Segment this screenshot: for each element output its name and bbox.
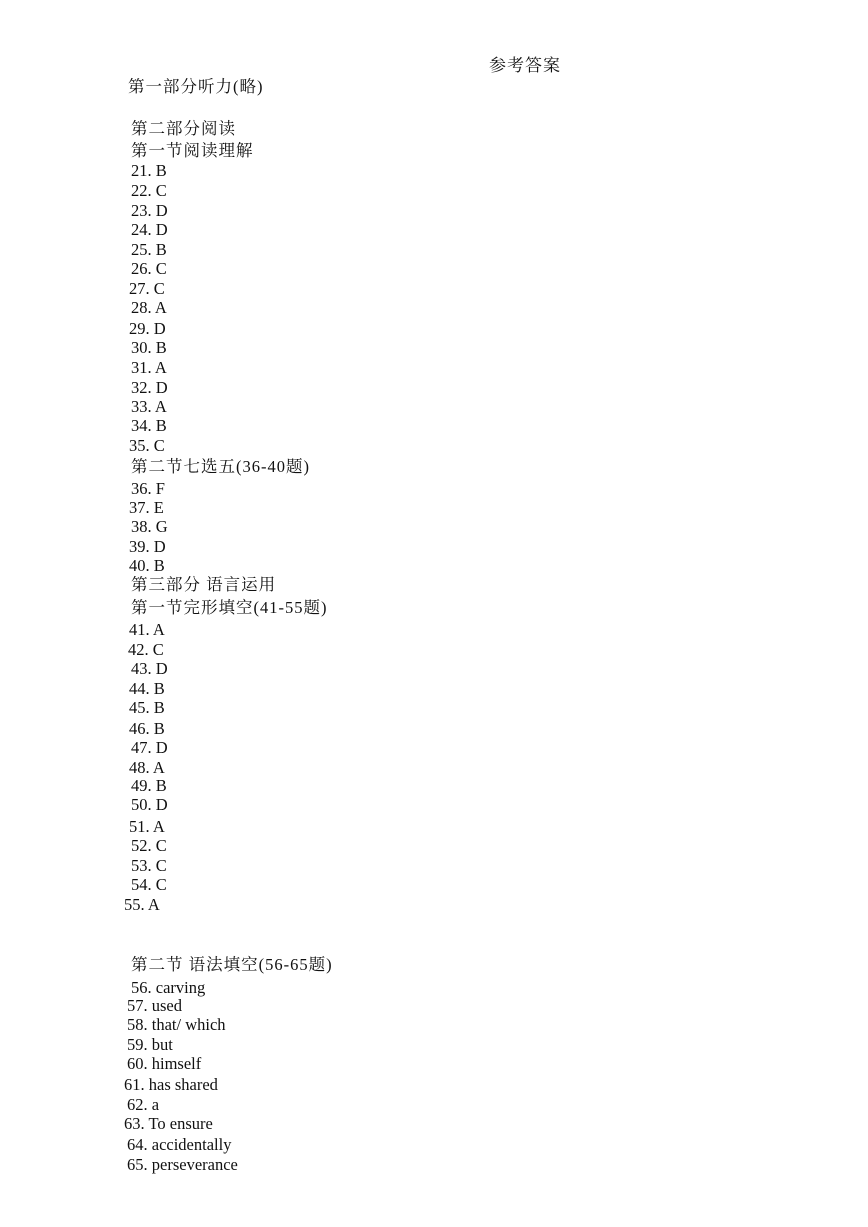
answer-48: 48. A (129, 758, 165, 777)
answer-34: 34. B (131, 416, 167, 435)
answer-43: 43. D (131, 659, 168, 678)
answer-40: 40. B (129, 556, 165, 575)
answer-22: 22. C (131, 181, 167, 200)
section2-heading: 第二节七选五(36-40题) (131, 457, 310, 476)
answer-21: 21. B (131, 161, 167, 180)
answer-59: 59. but (127, 1035, 173, 1054)
answer-28: 28. A (131, 298, 167, 317)
answer-42: 42. C (128, 640, 164, 659)
answer-57: 57. used (127, 996, 182, 1015)
answer-61: 61. has shared (124, 1075, 218, 1094)
answer-49: 49. B (131, 776, 167, 795)
answer-54: 54. C (131, 875, 167, 894)
part1-heading: 第一部分听力(略) (128, 77, 264, 96)
answer-53: 53. C (131, 856, 167, 875)
answer-23: 23. D (131, 201, 168, 220)
answer-62: 62. a (127, 1095, 160, 1114)
answer-64: 64. accidentally (127, 1135, 232, 1154)
section4-heading: 第二节 语法填空(56-65题) (131, 955, 333, 974)
answer-63: 63. To ensure (124, 1114, 213, 1133)
page-title: 参考答案 (489, 56, 561, 75)
answer-33: 33. A (131, 397, 167, 416)
answer-46: 46. B (129, 719, 165, 738)
answer-41: 41. A (129, 620, 165, 639)
answer-44: 44. B (129, 679, 165, 698)
answer-37: 37. E (129, 498, 164, 517)
answer-32: 32. D (131, 378, 168, 397)
answer-56: 56. carving (131, 978, 206, 997)
answer-38: 38. G (131, 517, 168, 536)
part2-heading: 第二部分阅读 (131, 119, 236, 138)
answer-47: 47. D (131, 738, 168, 757)
answer-52: 52. C (131, 836, 167, 855)
answer-50: 50. D (131, 795, 168, 814)
answer-60: 60. himself (127, 1054, 202, 1073)
answer-51: 51. A (129, 817, 165, 836)
answer-45: 45. B (129, 698, 165, 717)
answer-29: 29. D (129, 319, 166, 338)
answer-25: 25. B (131, 240, 167, 259)
answer-58: 58. that/ which (127, 1015, 226, 1034)
section3-heading: 第一节完形填空(41-55题) (131, 598, 328, 617)
answer-35: 35. C (129, 436, 165, 455)
answer-39: 39. D (129, 537, 166, 556)
answer-24: 24. D (131, 220, 168, 239)
section1-heading: 第一节阅读理解 (131, 141, 254, 160)
answer-30: 30. B (131, 338, 167, 357)
part3-heading: 第三部分 语言运用 (131, 575, 277, 594)
answer-26: 26. C (131, 259, 167, 278)
answer-55: 55. A (124, 895, 160, 914)
answer-31: 31. A (131, 358, 167, 377)
answer-36: 36. F (131, 479, 165, 498)
answer-65: 65. perseverance (127, 1155, 238, 1174)
answer-27: 27. C (129, 279, 165, 298)
